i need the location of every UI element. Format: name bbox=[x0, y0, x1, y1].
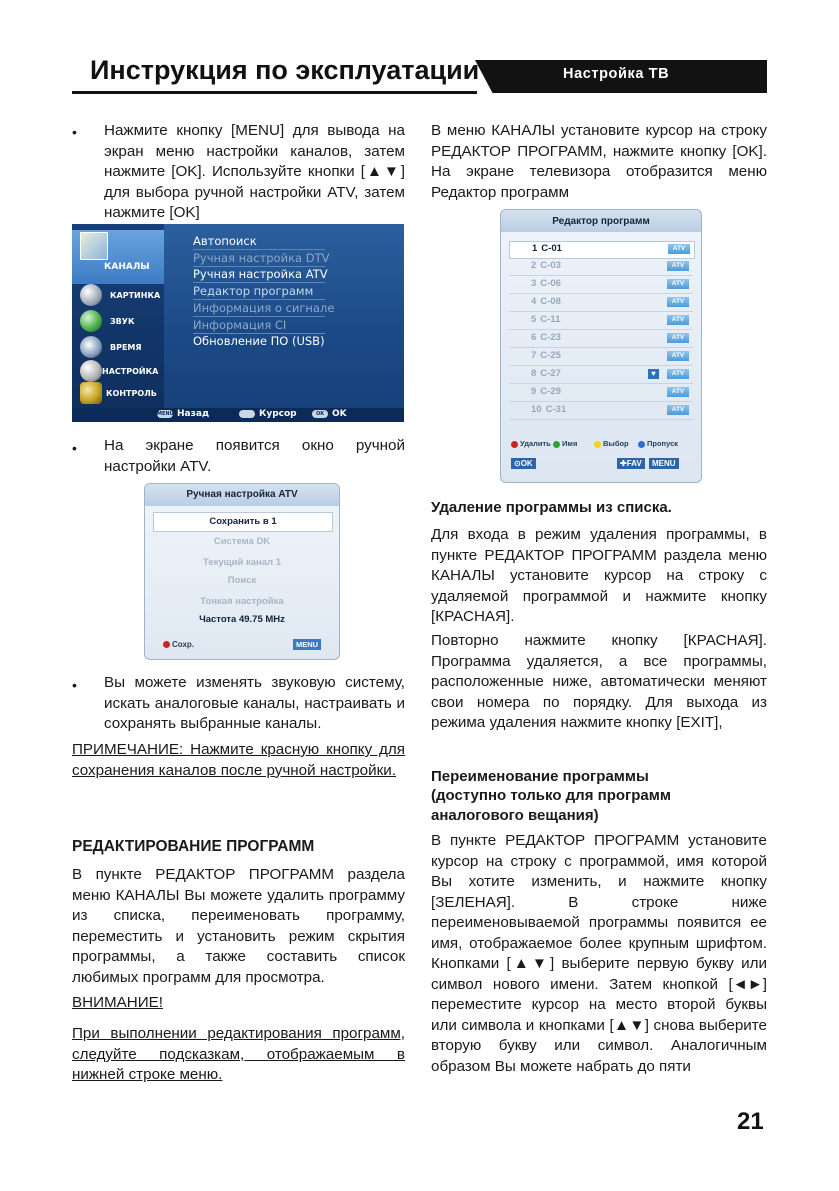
program-name: C-31 bbox=[545, 404, 567, 415]
paragraph-delete-confirm: Повторно нажмите кнопку [КРАСНАЯ]. Программа удаляется, а все программы, расположенные ниже, автоматически меняют свои номера по порядку. Для выхода из режима удаления нажмите кнопку [EXIT], bbox=[431, 632, 767, 731]
heading-rename-note: (доступно только для программ аналогового вещания) bbox=[431, 787, 671, 824]
paragraph-menu-instructions: Нажмите кнопку [MENU] для вывода на экран меню настройки каналов, затем нажмите [OK]. Используйте кнопки [▲▼] для выбора ручной настройки ATV, затем нажмите [OK] bbox=[104, 122, 405, 221]
program-number: 1 bbox=[532, 243, 538, 254]
red-button-icon bbox=[511, 441, 518, 448]
atv-row-fine-tune: Тонкая настройка bbox=[200, 596, 284, 607]
tv-menu-divider bbox=[193, 316, 325, 317]
atv-row-system: Система DK bbox=[213, 536, 271, 547]
program-number: 9 bbox=[531, 386, 537, 397]
program-name: C-08 bbox=[540, 296, 561, 307]
legend-name-label: Имя bbox=[562, 439, 578, 448]
program-name: C-11 bbox=[540, 314, 561, 325]
atv-tuning-dialog bbox=[144, 483, 340, 660]
tv-sidebar-channels: КАНАЛЫ bbox=[104, 262, 150, 272]
clock-icon bbox=[80, 336, 102, 358]
legend-select-label: Выбор bbox=[603, 439, 629, 448]
atv-row-search: Поиск bbox=[227, 575, 257, 586]
green-button-icon bbox=[553, 441, 560, 448]
red-button-icon bbox=[163, 641, 170, 648]
lock-icon bbox=[80, 382, 102, 404]
bullet: • bbox=[72, 440, 77, 456]
program-row bbox=[509, 313, 693, 330]
program-row bbox=[509, 367, 693, 384]
tv-menu-item: Информация CI bbox=[193, 318, 287, 332]
channels-icon bbox=[80, 232, 108, 260]
program-type-badge: ATV bbox=[668, 244, 690, 254]
tv-menu-item: Информация о сигнале bbox=[193, 301, 335, 315]
attention-label: ВНИМАНИЕ! bbox=[72, 994, 164, 1011]
program-number: 6 bbox=[531, 332, 537, 343]
legend-select bbox=[594, 439, 629, 448]
program-type-badge: ATV bbox=[667, 333, 689, 343]
heading-program-editing: РЕДАКТИРОВАНИЕ ПРОГРАММ bbox=[72, 838, 315, 855]
picture-icon bbox=[80, 284, 102, 306]
program-row bbox=[509, 277, 693, 294]
program-type-badge: ATV bbox=[667, 261, 689, 271]
program-number: 7 bbox=[531, 350, 537, 361]
paragraph-open-editor: В меню КАНАЛЫ установите курсор на строку РЕДАКТОР ПРОГРАММ, нажмите кнопку [OK]. На экране телевизора отобразится меню Редактор программ bbox=[431, 122, 767, 201]
atv-row-frequency: Частота 49.75 MHz bbox=[199, 614, 285, 625]
page-header-title: Инструкция по эксплуатации bbox=[90, 55, 480, 85]
program-name: C-23 bbox=[540, 332, 561, 343]
tv-menu-item: Автопоиск bbox=[193, 234, 257, 248]
program-number: 10 bbox=[531, 404, 542, 415]
program-number: 4 bbox=[531, 296, 537, 307]
editor-ok-label: OK bbox=[520, 459, 533, 468]
paragraph-delete-program: Для входа в режим удаления программы, в пункте РЕДАКТОР ПРОГРАММ раздела меню КАНАЛЫ установите курсор на строку с удаляемой программой и нажмите кнопку [КРАСНАЯ]. bbox=[431, 526, 767, 625]
program-number-name bbox=[531, 386, 561, 397]
tv-sidebar-sound: ЗВУК bbox=[110, 317, 135, 326]
legend-name bbox=[553, 439, 577, 448]
tv-menu-item: Ручная настройка DTV bbox=[193, 251, 330, 265]
tv-menu-divider bbox=[193, 299, 325, 300]
tv-menu-divider bbox=[193, 249, 325, 250]
program-number-name bbox=[531, 278, 561, 289]
program-number-name bbox=[531, 260, 561, 271]
program-name: C-29 bbox=[540, 386, 561, 397]
program-row bbox=[509, 349, 693, 366]
heading-delete-program: Удаление программы из списка. bbox=[431, 499, 672, 516]
editor-title: Редактор программ bbox=[501, 210, 701, 232]
program-name: C-25 bbox=[540, 350, 561, 361]
yellow-button-icon bbox=[594, 441, 601, 448]
atv-menu-label: MENU bbox=[293, 639, 321, 650]
heading-rename-program: Переименование программы bbox=[431, 768, 649, 785]
tv-sidebar-control: КОНТРОЛЬ bbox=[106, 389, 157, 398]
hint-ok bbox=[312, 409, 347, 419]
program-type-badge: ATV bbox=[667, 387, 689, 397]
program-type-badge: ATV bbox=[667, 279, 689, 289]
atv-save-label: Сохр. bbox=[172, 640, 195, 649]
program-row bbox=[509, 403, 693, 420]
atv-dialog-title: Ручная настройка ATV bbox=[145, 484, 339, 506]
blue-button-icon bbox=[638, 441, 645, 448]
program-name: C-06 bbox=[540, 278, 561, 289]
program-row bbox=[509, 295, 693, 312]
menu-key-icon: MENU bbox=[157, 410, 174, 417]
program-number-name bbox=[531, 332, 561, 343]
paragraph-program-editing: В пункте РЕДАКТОР ПРОГРАММ раздела меню КАНАЛЫ Вы можете удалить программу из списка, переименовать программу, переместить и установить режим скрытия программы, а также составить список любимых программ для просмотра. bbox=[72, 866, 405, 986]
tv-menu-item: Редактор программ bbox=[193, 284, 314, 298]
program-number: 2 bbox=[531, 260, 537, 271]
paragraph-atv-capabilities: Вы можете изменять звуковую систему, искать аналоговые каналы, настраивать и сохранять выбранные каналы. bbox=[104, 674, 405, 732]
legend-delete bbox=[511, 439, 551, 448]
program-number-name bbox=[531, 296, 561, 307]
tv-menu-hint-bar bbox=[72, 408, 404, 422]
hint-cursor-label: Курсор bbox=[259, 409, 297, 419]
program-number-name bbox=[531, 314, 560, 325]
sound-icon bbox=[80, 310, 102, 332]
legend-skip-label: Пропуск bbox=[647, 439, 678, 448]
tv-menu-item: Обновление ПО (USB) bbox=[193, 334, 325, 348]
bullet: • bbox=[72, 124, 77, 140]
hint-back-label: Назад bbox=[177, 409, 210, 419]
program-type-badge: ATV bbox=[667, 297, 689, 307]
page-number: 21 bbox=[737, 1108, 764, 1135]
paragraph-rename-program: В пункте РЕДАКТОР ПРОГРАММ установите курсор на строку с программой, имя которой Вы хотите изменить, и нажмите кнопку [ЗЕЛЕНАЯ]. В строке ниже переименовываемой программы появится ее имя, отображаемое более крупным шрифтом. Кнопками [▲▼] выберите первую букву или символ нового имени. Затем кнопкой [◄►] переместите курсор на место второй буквы или символа и кнопками [▲▼] снова выберите вторую букву или символ. Аналогичным образом Вы можете набрать до пяти bbox=[431, 832, 767, 1075]
hint-back bbox=[157, 409, 209, 419]
paragraph-atv-window: На экране появится окно ручной настройки ATV. bbox=[104, 437, 405, 475]
editor-menu-button bbox=[649, 458, 679, 469]
program-row bbox=[509, 331, 693, 348]
program-number-name bbox=[532, 243, 562, 254]
hint-cursor bbox=[239, 409, 297, 419]
tv-menu-item-selected: Ручная настройка ATV bbox=[193, 267, 328, 281]
gear-icon bbox=[80, 360, 102, 382]
ok-key-icon: OK bbox=[312, 410, 328, 418]
editor-ok-button: ⊙OK bbox=[511, 458, 536, 469]
program-number: 8 bbox=[531, 368, 537, 379]
legend-delete-label: Удалить bbox=[520, 439, 551, 448]
program-type-badge: ATV bbox=[667, 369, 689, 379]
program-number-name bbox=[531, 368, 561, 379]
program-name: C-01 bbox=[541, 243, 562, 254]
section-title: Настройка ТВ bbox=[563, 66, 670, 82]
program-row bbox=[509, 385, 693, 402]
program-name: C-27 bbox=[540, 368, 561, 379]
program-row-selected bbox=[509, 241, 695, 259]
program-number-name bbox=[531, 350, 561, 361]
program-number: 3 bbox=[531, 278, 537, 289]
atv-row-save: Сохранить в 1 bbox=[153, 512, 333, 532]
legend-skip bbox=[638, 439, 678, 448]
tv-sidebar-picture: КАРТИНКА bbox=[110, 291, 161, 300]
tv-menu-divider bbox=[193, 282, 325, 283]
program-number: 5 bbox=[531, 314, 537, 325]
tv-sidebar-time: ВРЕМЯ bbox=[110, 343, 142, 352]
tv-menu-screenshot bbox=[72, 224, 404, 422]
program-type-badge: ATV bbox=[667, 315, 689, 325]
hint-ok-label: OK bbox=[332, 409, 347, 419]
atv-row-current-channel: Текущий канал 1 bbox=[202, 557, 281, 568]
editor-fav-label: FAV bbox=[626, 459, 642, 468]
editor-menu-label: MENU bbox=[652, 459, 676, 468]
dpad-icon bbox=[239, 410, 255, 418]
program-row bbox=[509, 259, 693, 276]
note-save-channels: ПРИМЕЧАНИЕ: Нажмите красную кнопку для сохранения каналов после ручной настройки. bbox=[72, 741, 405, 779]
tv-sidebar-settings: НАСТРОЙКА bbox=[102, 367, 159, 376]
program-name: C-03 bbox=[540, 260, 561, 271]
warning-follow-hints: При выполнении редактирования программ, следуйте подсказкам, отображаемым в нижней строке меню. bbox=[72, 1025, 405, 1083]
header-rule bbox=[72, 91, 477, 94]
program-type-badge: ATV bbox=[667, 405, 689, 415]
program-number-name bbox=[531, 404, 566, 415]
editor-fav-button: ✚FAV bbox=[617, 458, 645, 469]
program-editor-screenshot bbox=[500, 209, 702, 483]
favorite-heart-icon: ♥ bbox=[648, 369, 659, 379]
program-type-badge: ATV bbox=[667, 351, 689, 361]
bullet: • bbox=[72, 677, 77, 693]
atv-save-hint bbox=[163, 640, 194, 649]
